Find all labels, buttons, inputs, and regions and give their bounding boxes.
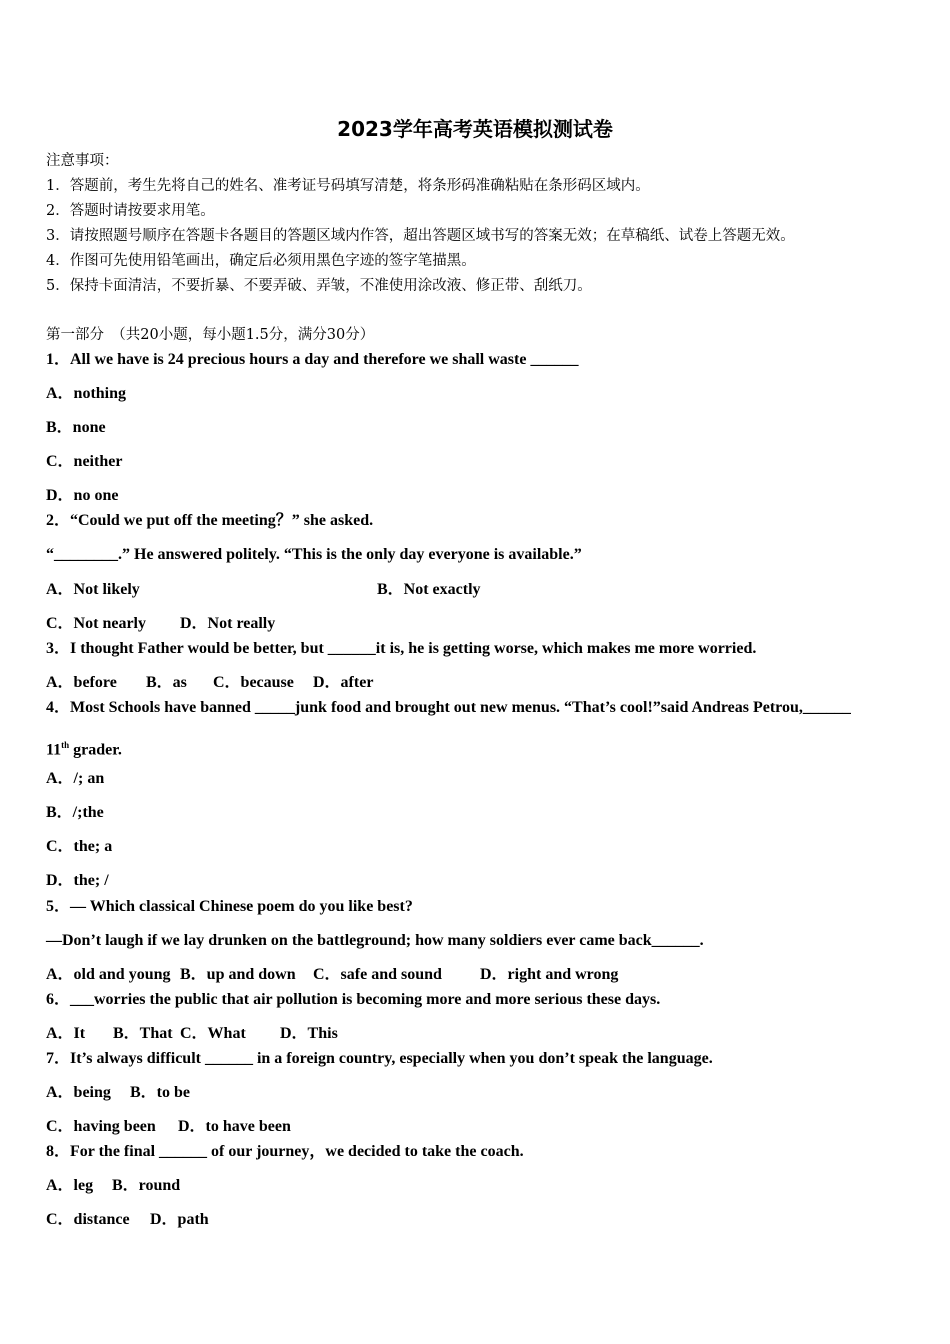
q1-option-a: A．nothing — [46, 385, 127, 402]
section-heading: 第一部分 （共20小题，每小题1.5分，满分30分） — [46, 327, 375, 343]
q8-option-c: C．distance — [46, 1211, 130, 1228]
ordinal-suffix: th — [61, 740, 70, 750]
question-2-line2: “________.” He answered politely. “This is the only day everyone is available.” — [46, 546, 582, 563]
q5-option-c: C．safe and sound — [313, 966, 442, 983]
q8-option-d: D．path — [150, 1211, 209, 1228]
q1-option-b: B．none — [46, 419, 106, 436]
q7-option-a: A．being — [46, 1084, 111, 1101]
grade-number: 11 — [46, 741, 62, 759]
q4-option-a: A．/; an — [46, 770, 105, 787]
q5-option-a: A．old and young — [46, 966, 171, 983]
q2-option-d: D．Not really — [180, 615, 276, 632]
notice-item-4: 4．作图可先使用铅笔画出，确定后必须用黑色字迹的签字笔描黑。 — [46, 253, 476, 269]
q1-option-c: C．neither — [46, 453, 123, 470]
q8-option-a: A．leg — [46, 1177, 94, 1194]
q3-option-c: C．because — [213, 674, 294, 691]
q6-option-c: C．What — [180, 1025, 246, 1042]
q3-option-b: B．as — [146, 674, 187, 691]
notice-heading: 注意事项： — [46, 153, 119, 169]
question-5-stem: 5．— Which classical Chinese poem do you like best? — [46, 898, 413, 915]
q5-option-b: B．up and down — [180, 966, 296, 983]
q6-option-b: B．That — [113, 1025, 173, 1042]
q6-option-a: A．It — [46, 1025, 86, 1042]
question-4-line2 — [46, 735, 122, 760]
q2-option-c: C．Not nearly — [46, 615, 146, 632]
question-5-line2: —Don’t laugh if we lay drunken on the battleground; how many soldiers ever came back______. — [46, 932, 704, 949]
question-7-stem: 7．It’s always difficult ______ in a foreign country, especially when you don’t speak the language. — [46, 1050, 713, 1067]
notice-item-1: 1．答题前，考生先将自己的姓名、准考证号码填写清楚，将条形码准确粘贴在条形码区域内。 — [46, 178, 650, 194]
q4-option-b: B．/;the — [46, 804, 104, 821]
q6-option-d: D．This — [280, 1025, 338, 1042]
q3-option-d: D．after — [313, 674, 374, 691]
notice-item-3: 3．请按照题号顺序在答题卡各题目的答题区域内作答，超出答题区域书写的答案无效；在草稿纸、试卷上答题无效。 — [46, 228, 795, 244]
question-1-stem: 1．All we have is 24 precious hours a day and therefore we shall waste ______ — [46, 351, 579, 368]
notice-item-2: 2．答题时请按要求用笔。 — [46, 203, 215, 219]
q4-option-d: D．the; / — [46, 872, 109, 889]
q2-option-a: A．Not likely — [46, 581, 140, 598]
q5-option-d: D．right and wrong — [480, 966, 619, 983]
q2-option-b: B．Not exactly — [377, 581, 481, 598]
q8-option-b: B．round — [112, 1177, 181, 1194]
q7-option-d: D．to have been — [178, 1118, 291, 1135]
question-4-stem: 4．Most Schools have banned _____junk food and brought out new menus. “That’s cool!”said Andreas Petrou,______ — [46, 699, 851, 716]
q1-option-d: D．no one — [46, 487, 119, 504]
q3-option-a: A．before — [46, 674, 117, 691]
q7-option-b: B．to be — [130, 1084, 191, 1101]
q7-option-c: C．having been — [46, 1118, 156, 1135]
question-8-stem: 8．For the final ______ of our journey，we decided to take the coach. — [46, 1143, 524, 1160]
grade-word: grader. — [69, 741, 122, 759]
exam-title: 2023学年高考英语模拟测试卷 — [337, 117, 613, 141]
q4-option-c: C．the; a — [46, 838, 113, 855]
question-3-stem: 3．I thought Father would be better, but ______it is, he is getting worse, which makes me more worried. — [46, 640, 757, 657]
question-6-stem: 6．___worries the public that air pollution is becoming more and more serious these days. — [46, 991, 661, 1008]
notice-item-5: 5．保持卡面清洁，不要折暴、不要弄破、弄皱，不准使用涂改液、修正带、刮纸刀。 — [46, 278, 592, 294]
question-2-stem: 2．“Could we put off the meeting？” she asked. — [46, 512, 374, 529]
